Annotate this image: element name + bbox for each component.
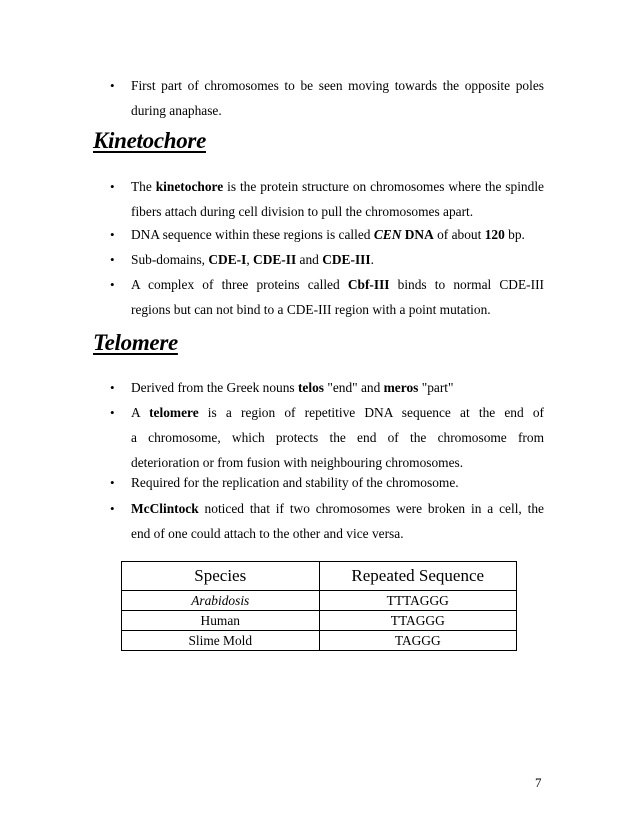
text: and [296,252,323,267]
term-cbf-iii: Cbf-III [347,277,390,292]
column-header-repeated-sequence: Repeated Sequence [319,562,517,591]
bullet-dot: • [110,380,115,395]
kinetochore-bullet-2-line1 [131,222,544,247]
bullet-dot: • [110,252,115,267]
kinetochore-bullet-3-line1 [131,247,544,272]
kinetochore-bullet-4-line1 [131,272,544,297]
kinetochore-bullet-3 [110,247,544,272]
text: bp. [504,227,525,242]
term-cde-i: CDE-I [208,252,247,267]
term-mcclintock: McClintock [131,501,199,516]
telomere-sequence-table [121,561,517,651]
table-row [122,631,517,651]
telomere-bullet-2-line3: deterioration or from fusion with neighbouring chromosomes. [131,455,464,470]
kinetochore-bullet-1-line1 [131,174,544,199]
kinetochore-heading: Kinetochore [93,128,206,153]
bullet-dot: • [110,227,115,242]
telomere-bullet-4-line2: end of one could attach to the other and vice versa. [131,526,404,541]
term-cen: CEN [373,227,402,242]
sequence-cell: TAGGG [319,631,517,651]
term-dna: DNA [401,227,434,242]
term-cde-iii: CDE-III [322,252,371,267]
page-number: 7 [535,775,542,790]
species-cell: Slime Mold [122,631,320,651]
telomere-bullet-2-line2: a chromosome, which protects the end of the chromosome from [131,430,544,445]
telomere-bullet-1 [110,375,544,400]
species-cell: Human [122,611,320,631]
term-120: 120 [484,227,505,242]
telomere-bullet-4 [110,496,544,546]
kinetochore-bullet-2 [110,222,544,247]
text: . [370,252,374,267]
bullet-dot: • [110,179,115,194]
text: DNA sequence within these regions is called [131,227,374,242]
text: "part" [418,380,454,395]
text: binds to normal CDE-III [389,277,544,292]
term-telos: telos [297,380,324,395]
sequence-cell: TTTAGGG [319,591,517,611]
intro-bullet [110,73,544,123]
sequence-cell: TTAGGG [319,611,517,631]
table-row [122,591,517,611]
bullet-dot: • [110,501,115,516]
kinetochore-bullet-1 [110,174,544,224]
intro-bullet-line2: during anaphase. [131,103,222,118]
text: A [131,405,150,420]
text: Derived from the Greek nouns [131,380,298,395]
bullet-dot: • [110,277,115,292]
species-cell: Arabidosis [122,591,320,611]
kinetochore-bullet-4-line2: regions but can not bind to a CDE-III region with a point mutation. [131,302,491,317]
text: , [246,252,254,267]
text: of about [433,227,485,242]
intro-bullet-line1: First part of chromosomes to be seen moving towards the opposite poles [131,78,544,93]
telomere-bullet-3 [110,470,544,495]
text: Sub-domains, [131,252,209,267]
term-kinetochore: kinetochore [155,179,224,194]
text: A complex of three proteins called [131,277,348,292]
bullet-dot: • [110,405,115,420]
column-header-species: Species [122,562,320,591]
text: The [131,179,156,194]
text: is a region of repetitive DNA sequence at the end of [198,405,544,420]
term-telomere: telomere [149,405,199,420]
kinetochore-bullet-4 [110,272,544,322]
telomere-bullet-2-line1 [131,400,544,425]
telomere-bullet-4-line1 [131,496,544,521]
kinetochore-bullet-1-line2: fibers attach during cell division to pull the chromosomes apart. [131,204,474,219]
bullet-dot: • [110,78,115,93]
text: "end" and [324,380,384,395]
table-header-row [122,562,517,591]
text: is the protein structure on chromosomes where the spindle [223,179,544,194]
table-row [122,611,517,631]
telomere-bullet-3-line1: Required for the replication and stability of the chromosome. [131,475,459,490]
telomere-heading: Telomere [93,330,178,355]
term-cde-ii: CDE-II [253,252,297,267]
telomere-bullet-2 [110,400,544,475]
bullet-dot: • [110,475,115,490]
text: noticed that if two chromosomes were broken in a cell, the [198,501,544,516]
term-meros: meros [383,380,419,395]
telomere-bullet-1-line1 [131,375,544,400]
